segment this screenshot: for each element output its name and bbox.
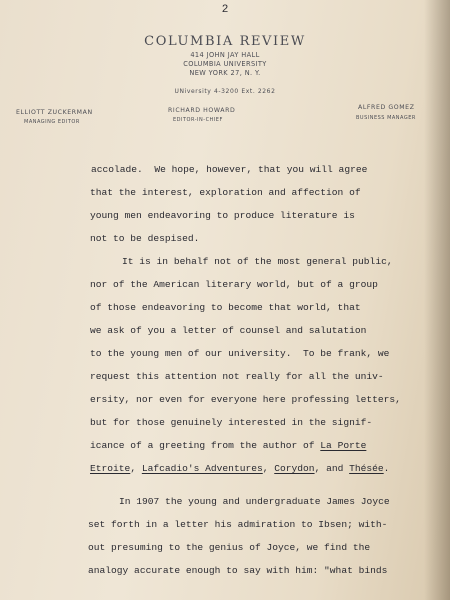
book-title-corydon: Corydon	[274, 463, 315, 474]
text-line: In 1907 the young and undergraduate James Joyce	[119, 496, 390, 507]
text-line: request this attention not really for all the univ-	[90, 371, 384, 382]
text-line: ersity, nor even for everyone here professing letters,	[90, 394, 401, 405]
address-line: COLUMBIA UNIVERSITY	[183, 60, 267, 68]
text-line: Etroite, Lafcadio's Adventures, Corydon, and Thésée.	[90, 463, 390, 474]
text-line: that the interest, exploration and affection of	[90, 187, 361, 198]
text-line: but for those genuinely interested in the signif-	[90, 417, 373, 428]
address-line: 414 JOHN JAY HALL	[190, 51, 260, 59]
book-title-lafcadio: Lafcadio's Adventures	[141, 463, 263, 474]
managing-editor-role: MANAGING EDITOR	[24, 119, 80, 125]
text-line: It is in behalf not of the most general public,	[122, 256, 393, 267]
phone-number: UNiversity 4-3200 Ext. 2262	[174, 88, 276, 95]
text-line: accolade. We hope, however, that you will agree	[91, 164, 368, 175]
text-line: young men endeavoring to produce literature is	[90, 210, 355, 221]
text-segment: icance of a greeting from the author of	[90, 440, 315, 451]
text-line: to the young men of our university. To be frank, we	[90, 348, 390, 359]
text-line: analogy accurate enough to say with him: "what binds	[88, 565, 388, 576]
text-line: not to be despised.	[90, 233, 200, 244]
text-line: nor of the American literary world, but of a group	[90, 279, 378, 290]
text-line: we ask of you a letter of counsel and salutation	[90, 325, 367, 336]
business-manager-name: ALFRED GOMEZ	[358, 104, 415, 111]
address-line: NEW YORK 27, N. Y.	[189, 69, 261, 77]
page-number: 2	[221, 4, 229, 16]
letterhead-title: COLUMBIA REVIEW	[144, 34, 306, 49]
text-line: set forth in a letter his admiration to Ibsen; with-	[88, 519, 388, 530]
business-manager-role: BUSINESS MANAGER	[356, 115, 416, 121]
book-title-thesee: Thésée	[349, 463, 384, 474]
editor-in-chief-name: RICHARD HOWARD	[168, 107, 236, 114]
text-line	[90, 440, 366, 451]
book-title-etroite: Etroite	[90, 463, 131, 474]
book-title-la-porte: La Porte	[320, 440, 367, 451]
text-line: out presuming to the genius of Joyce, we find the	[88, 542, 371, 553]
text-line: of those endeavoring to become that world, that	[90, 302, 361, 313]
page-edge-shadow	[424, 0, 450, 600]
managing-editor-name: ELLIOTT ZUCKERMAN	[16, 109, 93, 116]
editor-in-chief-role: EDITOR-IN-CHIEF	[173, 117, 223, 123]
text-segment: and	[326, 463, 344, 474]
